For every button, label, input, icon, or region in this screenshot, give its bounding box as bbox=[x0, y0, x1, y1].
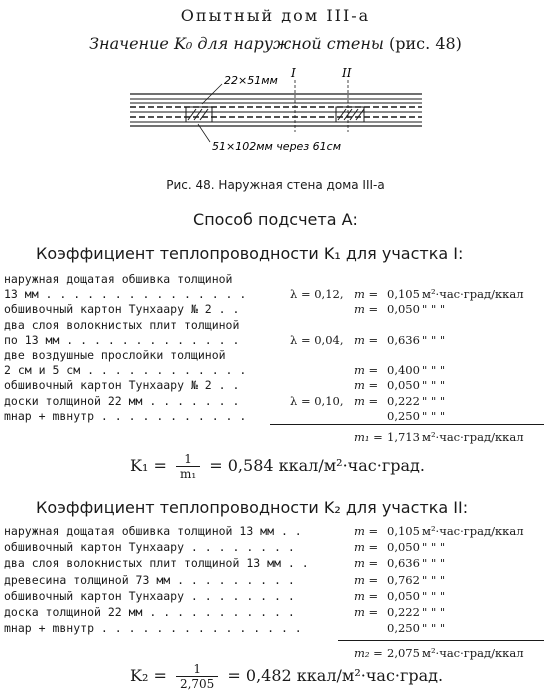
row-unit: " " " bbox=[422, 605, 446, 619]
row-val: 0,050 bbox=[387, 302, 420, 317]
row-m: m = bbox=[354, 363, 379, 378]
table-row bbox=[4, 621, 544, 636]
figure-caption: Рис. 48. Наружная стена дома III-а bbox=[166, 178, 385, 192]
section2-sum-rule bbox=[338, 640, 544, 641]
stud-left bbox=[186, 107, 212, 122]
row-m: m = bbox=[354, 332, 379, 347]
row-m: m = bbox=[354, 393, 379, 408]
table-row bbox=[4, 524, 544, 539]
row-val: 0,250 bbox=[387, 408, 420, 423]
section2-sum-unit: м²·час·град/ккал bbox=[422, 646, 524, 660]
table-row bbox=[4, 333, 544, 348]
row-unit: " " " bbox=[422, 621, 446, 636]
row-desc: обшивочный картон Тунхаару . . . . . . . . bbox=[4, 588, 295, 603]
formula1-fraction bbox=[176, 452, 200, 481]
row-unit: " " " bbox=[422, 363, 446, 378]
figure-label-top: 22×51мм bbox=[224, 74, 278, 87]
row-val: 0,636 bbox=[387, 332, 420, 347]
formula2-fraction bbox=[176, 662, 218, 691]
row-desc: mнар + mвнутр . . . . . . . . . . . . . . . bbox=[4, 621, 302, 636]
formula2-left: K₂ = bbox=[130, 666, 167, 685]
row-unit: м²·час·град/ккал bbox=[422, 287, 524, 302]
section-marks bbox=[295, 80, 348, 132]
formula2-right: = 0,482 ккал/м²·час·град. bbox=[227, 666, 444, 685]
row-m: m = bbox=[354, 287, 379, 302]
section1-sum-value: 1,713 bbox=[387, 430, 420, 444]
subtitle-text: Значение K₀ для наружной стены bbox=[89, 34, 384, 53]
row-desc: 2 см и 5 см . . . . . . . . . . . . bbox=[4, 363, 247, 378]
section1-sum-label: m₁ = bbox=[354, 430, 383, 444]
row-desc: доски толщиной 22 мм . . . . . . . bbox=[4, 393, 240, 408]
section2-heading: Коэффициент теплопроводности K₂ для участка II: bbox=[36, 498, 469, 517]
table-row bbox=[4, 540, 544, 555]
row-val: 0,050 bbox=[387, 378, 420, 393]
row-val: 0,400 bbox=[387, 363, 420, 378]
section2-formula bbox=[130, 662, 443, 691]
table-row bbox=[4, 348, 544, 363]
table-row bbox=[4, 409, 544, 424]
row-unit: " " " bbox=[422, 332, 446, 347]
row-m: m = bbox=[354, 302, 379, 317]
row-m: m = bbox=[354, 605, 379, 619]
row-desc: mнар + mвнутр . . . . . . . . . . . bbox=[4, 408, 247, 423]
formula1-left: K₁ = bbox=[130, 456, 167, 475]
table-row bbox=[4, 272, 544, 287]
stud-right bbox=[336, 107, 364, 122]
table-row bbox=[4, 363, 544, 378]
wall-section-figure bbox=[130, 62, 430, 172]
row-desc: наружная дощатая обшивка толщиной 13 мм . . bbox=[4, 524, 302, 538]
row-unit: " " " bbox=[422, 556, 446, 571]
table-row bbox=[4, 605, 544, 620]
row-unit: " " " bbox=[422, 302, 446, 317]
leader-lines bbox=[198, 84, 222, 142]
row-val: 0,105 bbox=[387, 524, 420, 538]
row-val: 0,050 bbox=[387, 588, 420, 603]
section1-formula bbox=[130, 452, 425, 481]
row-desc: обшивочный картон Тунхаару . . . . . . . . bbox=[4, 540, 295, 555]
table-row bbox=[4, 302, 544, 317]
row-lam: λ = 0,12, bbox=[290, 287, 344, 302]
section1-sum-rule bbox=[270, 424, 544, 425]
table-row bbox=[4, 556, 544, 571]
section2-sum-value: 2,075 bbox=[387, 646, 420, 660]
row-desc: по 13 мм . . . . . . . . . . . . . bbox=[4, 332, 240, 347]
row-m: m = bbox=[354, 524, 379, 538]
row-val: 0,636 bbox=[387, 556, 420, 571]
row-desc: доска толщиной 22 мм . . . . . . . . . . . bbox=[4, 605, 295, 619]
row-unit: " " " bbox=[422, 540, 446, 555]
row-unit: " " " bbox=[422, 378, 446, 393]
row-m: m = bbox=[354, 540, 379, 555]
figure-mark-1: I bbox=[291, 66, 296, 80]
row-desc: два слоя волокнистых плит толщиной 13 мм . . bbox=[4, 556, 309, 571]
formula2-numerator: 1 bbox=[176, 662, 218, 677]
row-desc: две воздушные прослойки толщиной bbox=[4, 348, 226, 362]
row-unit: " " " bbox=[422, 572, 446, 587]
row-desc: 13 мм . . . . . . . . . . . . . . . bbox=[4, 287, 247, 302]
row-val: 0,250 bbox=[387, 621, 420, 636]
table-row bbox=[4, 394, 544, 409]
row-val: 0,222 bbox=[387, 605, 420, 619]
formula1-denominator: m₁ bbox=[179, 467, 197, 481]
row-desc: обшивочный картон Тунхаару № 2 . . bbox=[4, 378, 240, 393]
figure-label-bottom: 51×102мм через 61см bbox=[212, 140, 342, 153]
method-heading: Способ подсчета А: bbox=[193, 210, 358, 229]
row-val: 0,762 bbox=[387, 572, 420, 587]
row-m: m = bbox=[354, 556, 379, 571]
row-lam: λ = 0,04, bbox=[290, 332, 344, 347]
section1-sum-row bbox=[4, 430, 544, 445]
row-unit: " " " bbox=[422, 393, 446, 408]
row-m: m = bbox=[354, 588, 379, 603]
wall-layers bbox=[130, 94, 422, 126]
row-unit: " " " bbox=[422, 588, 446, 603]
row-val: 0,050 bbox=[387, 540, 420, 555]
page-subtitle bbox=[0, 34, 551, 53]
table-row bbox=[4, 589, 544, 604]
subtitle-figure-ref: (рис. 48) bbox=[389, 34, 462, 53]
row-val: 0,222 bbox=[387, 393, 420, 408]
row-val: 0,105 bbox=[387, 287, 420, 302]
formula1-numerator: 1 bbox=[176, 452, 200, 467]
table-row bbox=[4, 378, 544, 393]
row-unit: " " " bbox=[422, 408, 446, 423]
row-lam: λ = 0,10, bbox=[290, 393, 344, 408]
row-unit: м²·час·град/ккал bbox=[422, 524, 524, 538]
section2-sum-label: m₂ = bbox=[354, 646, 383, 660]
row-m: m = bbox=[354, 572, 379, 587]
row-m: m = bbox=[354, 378, 379, 393]
row-desc: два слоя волокнистых плит толщиной bbox=[4, 317, 240, 332]
formula1-right: = 0,584 ккал/м²·час·град. bbox=[209, 456, 425, 475]
row-desc: наружная дощатая обшивка толщиной bbox=[4, 272, 233, 286]
figure-mark-2: II bbox=[342, 66, 352, 80]
page-title: Опытный дом III-а bbox=[180, 6, 371, 25]
section1-heading: Коэффициент теплопроводности K₁ для участка I: bbox=[36, 244, 464, 263]
row-desc: древесина толщиной 73 мм . . . . . . . . . bbox=[4, 572, 295, 587]
table-row bbox=[4, 287, 544, 302]
formula2-denominator: 2,705 bbox=[179, 677, 215, 691]
section1-sum-unit: м²·час·град/ккал bbox=[422, 430, 524, 444]
table-row bbox=[4, 318, 544, 333]
row-desc: обшивочный картон Тунхаару № 2 . . bbox=[4, 302, 240, 317]
table-row bbox=[4, 573, 544, 588]
section2-sum-row bbox=[4, 646, 544, 661]
